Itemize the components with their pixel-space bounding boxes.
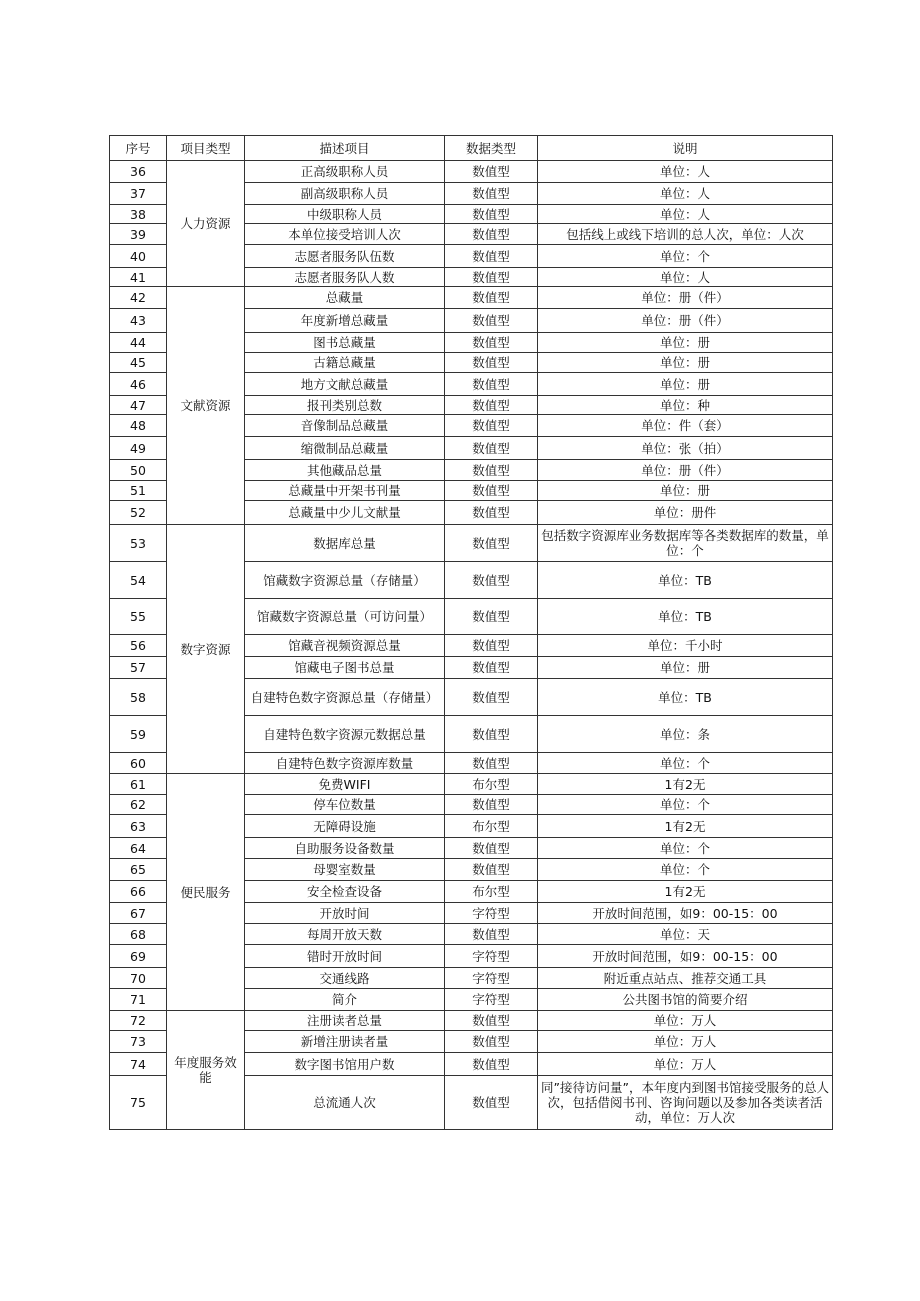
row-type: 数值型	[445, 1031, 538, 1053]
row-item: 错时开放时间	[245, 945, 445, 968]
row-no: 59	[110, 716, 167, 753]
row-no: 73	[110, 1031, 167, 1053]
row-item: 注册读者总量	[245, 1011, 445, 1031]
row-item: 志愿者服务队伍数	[245, 245, 445, 268]
row-no: 60	[110, 753, 167, 774]
row-type: 布尔型	[445, 774, 538, 795]
row-no: 53	[110, 525, 167, 562]
row-note: 单位：册	[538, 333, 833, 353]
row-no: 36	[110, 161, 167, 183]
row-item: 总藏量	[245, 287, 445, 309]
row-item: 母婴室数量	[245, 859, 445, 881]
row-item: 总流通人次	[245, 1076, 445, 1130]
row-no: 72	[110, 1011, 167, 1031]
row-note: 单位：册（件）	[538, 460, 833, 481]
row-no: 63	[110, 815, 167, 838]
row-item: 简介	[245, 989, 445, 1011]
row-note: 单位：册件	[538, 501, 833, 525]
row-note: 单位：人	[538, 183, 833, 205]
row-type: 数值型	[445, 1011, 538, 1031]
row-item: 本单位接受培训人次	[245, 224, 445, 245]
row-item: 免费WIFI	[245, 774, 445, 795]
row-type: 数值型	[445, 716, 538, 753]
row-item: 馆藏音视频资源总量	[245, 635, 445, 657]
row-no: 51	[110, 481, 167, 501]
row-item: 馆藏电子图书总量	[245, 657, 445, 679]
row-no: 37	[110, 183, 167, 205]
row-item: 报刊类别总数	[245, 396, 445, 415]
row-note: 同”接待访问量”，本年度内到图书馆接受服务的总人次，包括借阅书刊、咨询问题以及参加各类读者活动，单位：万人次	[538, 1076, 833, 1130]
row-item: 副高级职称人员	[245, 183, 445, 205]
row-type: 数值型	[445, 415, 538, 437]
row-type: 字符型	[445, 945, 538, 968]
row-type: 数值型	[445, 460, 538, 481]
row-item: 数据库总量	[245, 525, 445, 562]
header-no: 序号	[110, 136, 167, 161]
row-type: 数值型	[445, 795, 538, 815]
row-type: 数值型	[445, 481, 538, 501]
row-no: 75	[110, 1076, 167, 1130]
row-note: 单位：万人	[538, 1011, 833, 1031]
row-no: 40	[110, 245, 167, 268]
row-item: 总藏量中开架书刊量	[245, 481, 445, 501]
row-note: 包括线上或线下培训的总人次，单位：人次	[538, 224, 833, 245]
row-note: 单位：册（件）	[538, 287, 833, 309]
row-item: 中级职称人员	[245, 205, 445, 224]
row-no: 67	[110, 903, 167, 924]
row-note: 单位：件（套）	[538, 415, 833, 437]
row-note: 单位：册（件）	[538, 309, 833, 333]
row-note: 附近重点站点、推荐交通工具	[538, 968, 833, 989]
row-no: 49	[110, 437, 167, 460]
row-item: 新增注册读者量	[245, 1031, 445, 1053]
row-note: 单位：天	[538, 924, 833, 945]
row-type: 布尔型	[445, 881, 538, 903]
row-no: 42	[110, 287, 167, 309]
row-no: 57	[110, 657, 167, 679]
row-type: 数值型	[445, 924, 538, 945]
row-item: 古籍总藏量	[245, 353, 445, 373]
row-type: 数值型	[445, 562, 538, 599]
header-item: 描述项目	[245, 136, 445, 161]
table-row	[110, 525, 833, 562]
row-type: 数值型	[445, 287, 538, 309]
row-type: 字符型	[445, 989, 538, 1011]
row-no: 48	[110, 415, 167, 437]
row-type: 数值型	[445, 838, 538, 859]
row-no: 74	[110, 1053, 167, 1076]
row-no: 68	[110, 924, 167, 945]
row-item: 每周开放天数	[245, 924, 445, 945]
row-type: 数值型	[445, 183, 538, 205]
row-no: 64	[110, 838, 167, 859]
row-no: 62	[110, 795, 167, 815]
row-item: 正高级职称人员	[245, 161, 445, 183]
row-item: 数字图书馆用户数	[245, 1053, 445, 1076]
row-type: 数值型	[445, 859, 538, 881]
row-item: 缩微制品总藏量	[245, 437, 445, 460]
row-note: 包括数字资源库业务数据库等各类数据库的数量，单位：个	[538, 525, 833, 562]
row-type: 数值型	[445, 224, 538, 245]
row-no: 41	[110, 268, 167, 287]
row-type: 数值型	[445, 161, 538, 183]
row-no: 50	[110, 460, 167, 481]
row-item: 地方文献总藏量	[245, 373, 445, 396]
row-note: 单位：个	[538, 838, 833, 859]
row-note: 开放时间范围，如9：00-15：00	[538, 903, 833, 924]
data-dictionary-table	[109, 135, 833, 1130]
row-note: 单位：册	[538, 373, 833, 396]
row-no: 45	[110, 353, 167, 373]
row-type: 数值型	[445, 437, 538, 460]
row-type: 数值型	[445, 396, 538, 415]
category-cell: 年度服务效能	[167, 1011, 245, 1130]
row-note: 1有2无	[538, 815, 833, 838]
row-no: 58	[110, 679, 167, 716]
row-type: 布尔型	[445, 815, 538, 838]
row-item: 停车位数量	[245, 795, 445, 815]
header-row	[110, 136, 833, 161]
row-item: 自助服务设备数量	[245, 838, 445, 859]
row-no: 69	[110, 945, 167, 968]
category-cell: 便民服务	[167, 774, 245, 1011]
table-row	[110, 774, 833, 795]
row-note: 单位：个	[538, 245, 833, 268]
row-no: 47	[110, 396, 167, 415]
row-note: 单位：人	[538, 161, 833, 183]
row-item: 年度新增总藏量	[245, 309, 445, 333]
row-no: 55	[110, 599, 167, 635]
table-body	[110, 161, 833, 1130]
row-note: 单位：千小时	[538, 635, 833, 657]
row-no: 54	[110, 562, 167, 599]
row-type: 数值型	[445, 635, 538, 657]
row-type: 数值型	[445, 268, 538, 287]
row-type: 字符型	[445, 903, 538, 924]
row-type: 数值型	[445, 753, 538, 774]
row-no: 65	[110, 859, 167, 881]
category-cell: 人力资源	[167, 161, 245, 287]
row-no: 52	[110, 501, 167, 525]
row-item: 无障碍设施	[245, 815, 445, 838]
row-no: 70	[110, 968, 167, 989]
row-item: 安全检查设备	[245, 881, 445, 903]
row-type: 数值型	[445, 245, 538, 268]
row-no: 61	[110, 774, 167, 795]
row-item: 志愿者服务队人数	[245, 268, 445, 287]
row-type: 数值型	[445, 353, 538, 373]
header-note: 说明	[538, 136, 833, 161]
row-note: 公共图书馆的简要介绍	[538, 989, 833, 1011]
table-row	[110, 287, 833, 309]
header-category: 项目类型	[167, 136, 245, 161]
row-note: 单位：TB	[538, 562, 833, 599]
row-type: 数值型	[445, 599, 538, 635]
row-note: 单位：种	[538, 396, 833, 415]
row-no: 39	[110, 224, 167, 245]
row-item: 馆藏数字资源总量（可访问量）	[245, 599, 445, 635]
table-row	[110, 161, 833, 183]
row-no: 44	[110, 333, 167, 353]
row-type: 数值型	[445, 333, 538, 353]
category-cell: 文献资源	[167, 287, 245, 525]
row-type: 数值型	[445, 1076, 538, 1130]
row-type: 数值型	[445, 501, 538, 525]
row-note: 单位：张（拍）	[538, 437, 833, 460]
row-no: 66	[110, 881, 167, 903]
row-note: 单位：个	[538, 795, 833, 815]
row-note: 单位：万人	[538, 1053, 833, 1076]
row-note: 开放时间范围，如9：00-15：00	[538, 945, 833, 968]
row-item: 交通线路	[245, 968, 445, 989]
row-type: 字符型	[445, 968, 538, 989]
row-no: 46	[110, 373, 167, 396]
category-cell: 数字资源	[167, 525, 245, 774]
row-note: 单位：TB	[538, 599, 833, 635]
row-item: 馆藏数字资源总量（存储量）	[245, 562, 445, 599]
row-no: 71	[110, 989, 167, 1011]
row-note: 单位：人	[538, 268, 833, 287]
row-note: 1有2无	[538, 774, 833, 795]
row-type: 数值型	[445, 525, 538, 562]
row-item: 自建特色数字资源总量（存储量）	[245, 679, 445, 716]
row-note: 单位：册	[538, 353, 833, 373]
row-type: 数值型	[445, 679, 538, 716]
row-type: 数值型	[445, 309, 538, 333]
row-item: 图书总藏量	[245, 333, 445, 353]
row-note: 1有2无	[538, 881, 833, 903]
row-item: 开放时间	[245, 903, 445, 924]
row-item: 自建特色数字资源库数量	[245, 753, 445, 774]
row-item: 音像制品总藏量	[245, 415, 445, 437]
header-type: 数据类型	[445, 136, 538, 161]
row-note: 单位：人	[538, 205, 833, 224]
row-note: 单位：个	[538, 859, 833, 881]
row-note: 单位：万人	[538, 1031, 833, 1053]
row-item: 自建特色数字资源元数据总量	[245, 716, 445, 753]
row-no: 56	[110, 635, 167, 657]
row-type: 数值型	[445, 205, 538, 224]
row-type: 数值型	[445, 1053, 538, 1076]
row-item: 总藏量中少儿文献量	[245, 501, 445, 525]
row-no: 43	[110, 309, 167, 333]
row-item: 其他藏品总量	[245, 460, 445, 481]
row-note: 单位：条	[538, 716, 833, 753]
table-row	[110, 1011, 833, 1031]
row-type: 数值型	[445, 373, 538, 396]
row-note: 单位：册	[538, 657, 833, 679]
row-note: 单位：TB	[538, 679, 833, 716]
row-no: 38	[110, 205, 167, 224]
row-note: 单位：册	[538, 481, 833, 501]
row-note: 单位：个	[538, 753, 833, 774]
row-type: 数值型	[445, 657, 538, 679]
